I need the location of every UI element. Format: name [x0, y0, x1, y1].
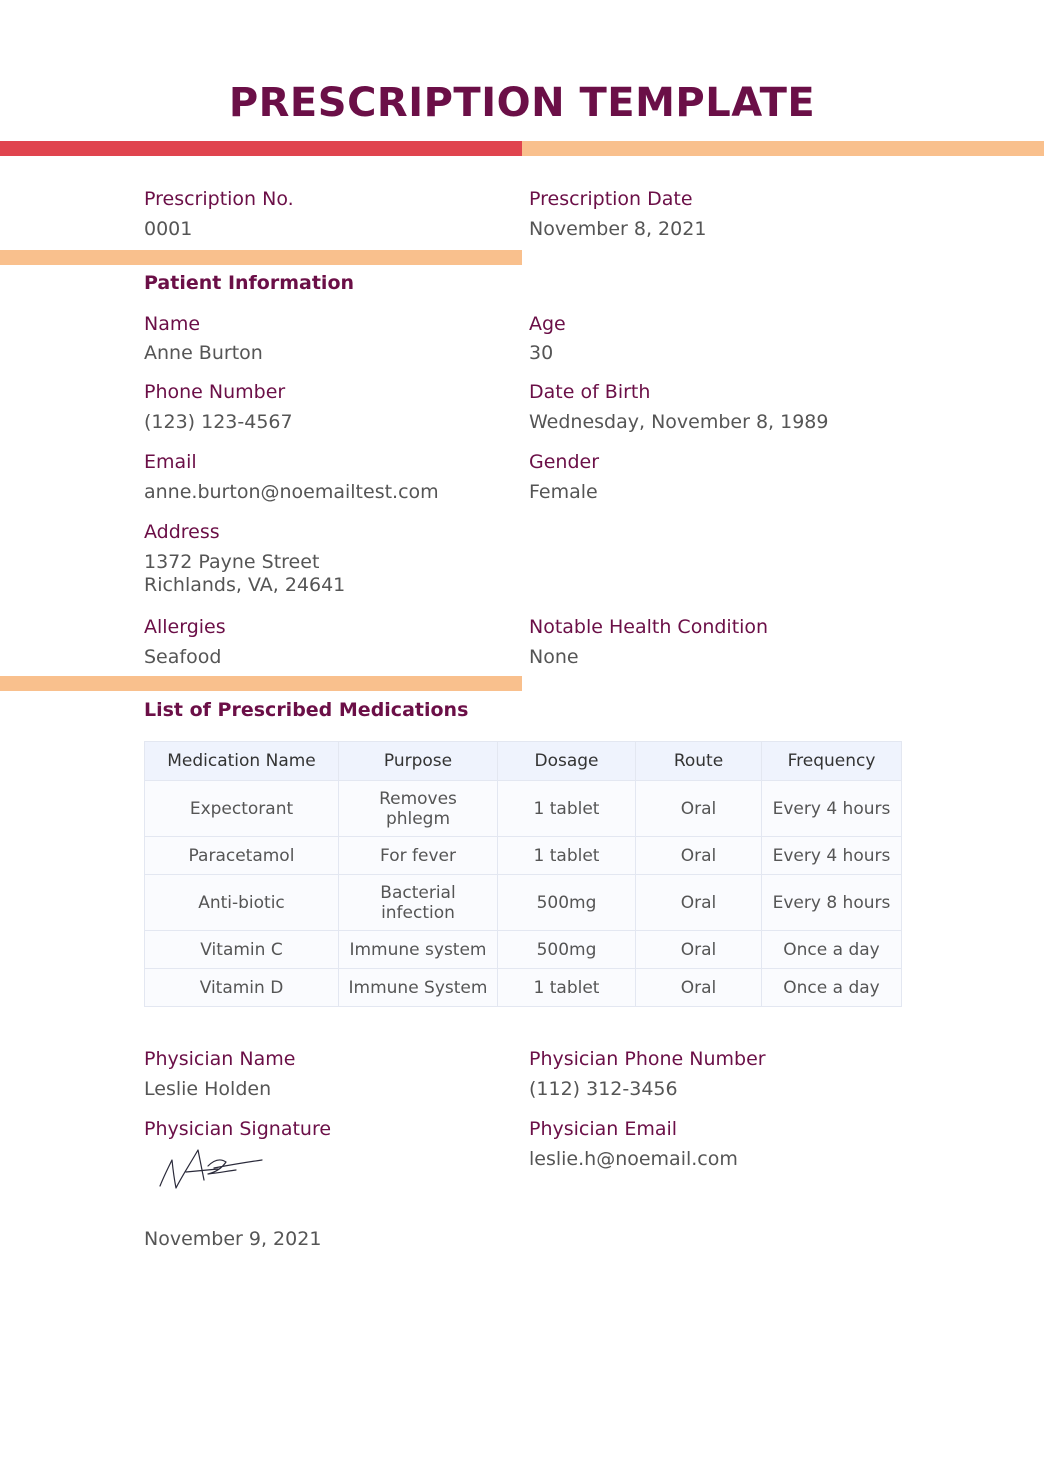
header-bar-red: [0, 141, 522, 156]
prescription-no-value: 0001: [144, 218, 193, 240]
page-title: PRESCRIPTION TEMPLATE: [228, 80, 816, 126]
medication-name: Paracetamol: [145, 837, 339, 875]
column-header: Route: [636, 742, 762, 781]
patient-dob-label: Date of Birth: [529, 381, 651, 403]
patient-info-heading: Patient Information: [144, 272, 355, 294]
medication-purpose: For fever: [339, 837, 498, 875]
medication-purpose: Immune system: [339, 931, 498, 969]
medication-frequency: Once a day: [762, 969, 902, 1007]
medication-dosage: 1 tablet: [498, 969, 636, 1007]
physician-name-label: Physician Name: [144, 1048, 296, 1070]
purpose-line: Removes: [379, 788, 457, 809]
patient-address-label: Address: [144, 521, 220, 543]
medication-route: Oral: [636, 875, 762, 931]
medication-route: Oral: [636, 781, 762, 837]
patient-address-line1: 1372 Payne Street: [144, 551, 320, 573]
medication-purpose: [339, 875, 498, 931]
signed-date: November 9, 2021: [144, 1228, 322, 1250]
signature-image: [156, 1146, 266, 1192]
patient-allergies-value: Seafood: [144, 646, 222, 668]
header-bar-peach: [522, 141, 1044, 156]
medication-frequency: Every 4 hours: [762, 837, 902, 875]
patient-phone-value: (123) 123-4567: [144, 411, 293, 433]
medication-route: Oral: [636, 969, 762, 1007]
patient-name-value: Anne Burton: [144, 342, 263, 364]
section-divider: [0, 250, 522, 265]
medications-table: [144, 741, 902, 1007]
patient-gender-value: Female: [529, 481, 598, 503]
table-row: [145, 837, 902, 875]
prescription-date-value: November 8, 2021: [529, 218, 707, 240]
patient-gender-label: Gender: [529, 451, 600, 473]
medication-frequency: Once a day: [762, 931, 902, 969]
medication-dosage: 1 tablet: [498, 837, 636, 875]
table-row: [145, 969, 902, 1007]
table-row: [145, 875, 902, 931]
medication-name: Anti-biotic: [145, 875, 339, 931]
prescription-no-label: Prescription No.: [144, 188, 294, 210]
medication-route: Oral: [636, 837, 762, 875]
column-header: Medication Name: [145, 742, 339, 781]
medication-name: Vitamin D: [145, 969, 339, 1007]
medication-frequency: Every 4 hours: [762, 781, 902, 837]
medication-route: Oral: [636, 931, 762, 969]
purpose-line: phlegm: [385, 808, 451, 829]
medication-dosage: 1 tablet: [498, 781, 636, 837]
patient-age-value: 30: [529, 342, 554, 364]
medication-dosage: 500mg: [498, 931, 636, 969]
medication-frequency: Every 8 hours: [762, 875, 902, 931]
table-row: [145, 781, 902, 837]
physician-phone-label: Physician Phone Number: [529, 1048, 766, 1070]
medication-purpose: Immune System: [339, 969, 498, 1007]
table-row: [145, 931, 902, 969]
physician-email-label: Physician Email: [529, 1118, 678, 1140]
patient-address-line2: Richlands, VA, 24641: [144, 574, 346, 596]
medication-dosage: 500mg: [498, 875, 636, 931]
patient-phone-label: Phone Number: [144, 381, 286, 403]
patient-name-label: Name: [144, 313, 201, 335]
medications-heading: List of Prescribed Medications: [144, 699, 469, 721]
physician-signature-label: Physician Signature: [144, 1118, 332, 1140]
section-divider: [0, 676, 522, 691]
physician-name-value: Leslie Holden: [144, 1078, 272, 1100]
patient-email-label: Email: [144, 451, 197, 473]
medication-purpose: [339, 781, 498, 837]
patient-allergies-label: Allergies: [144, 616, 226, 638]
physician-email-value: leslie.h@noemail.com: [529, 1148, 738, 1170]
physician-phone-value: (112) 312-3456: [529, 1078, 678, 1100]
medication-name: Vitamin C: [145, 931, 339, 969]
table-header-row: [145, 742, 902, 781]
column-header: Purpose: [339, 742, 498, 781]
purpose-line: Bacterial: [380, 882, 456, 903]
patient-condition-value: None: [529, 646, 579, 668]
medication-name: Expectorant: [145, 781, 339, 837]
column-header: Dosage: [498, 742, 636, 781]
purpose-line: infection: [381, 902, 455, 923]
patient-email-value: anne.burton@noemailtest.com: [144, 481, 439, 503]
column-header: Frequency: [762, 742, 902, 781]
patient-condition-label: Notable Health Condition: [529, 616, 769, 638]
prescription-date-label: Prescription Date: [529, 188, 693, 210]
patient-age-label: Age: [529, 313, 566, 335]
patient-dob-value: Wednesday, November 8, 1989: [529, 411, 829, 433]
